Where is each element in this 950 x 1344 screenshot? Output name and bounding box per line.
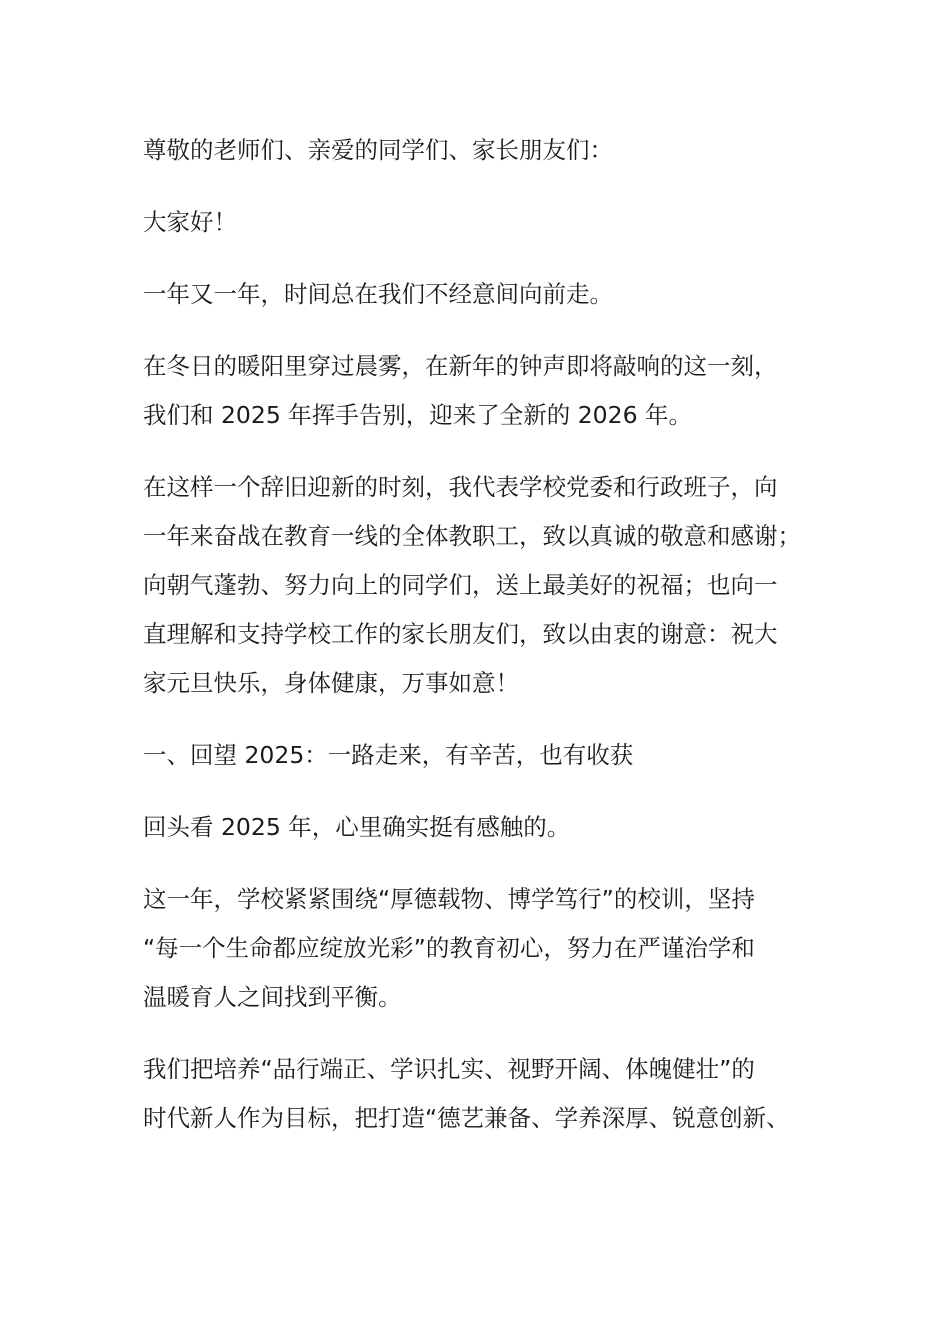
text-line: 一年又一年，时间总在我们不经意间向前走。 (143, 280, 613, 308)
speech-body (143, 126, 833, 1166)
body-paragraph (143, 803, 833, 852)
text-line: 大家好！ (143, 208, 237, 236)
text-line: 回头看 2025 年，心里确实挺有感触的。 (143, 813, 571, 841)
text-line: 我们和 2025 年挥手告别，迎来了全新的 2026 年。 (143, 401, 692, 429)
body-paragraph (143, 463, 833, 708)
text-line: “每一个生命都应绽放光彩”的教育初心，努力在严谨治学和 (143, 934, 755, 962)
body-paragraph (143, 270, 833, 319)
text-line: 一、回望 2025：一路走来，有辛苦，也有收获 (143, 741, 634, 769)
text-line: 直理解和支持学校工作的家长朋友们，致以由衷的谢意：祝大 (143, 620, 778, 648)
body-paragraph (143, 1045, 833, 1143)
text-line: 这一年，学校紧紧围绕“厚德载物、博学笃行”的校训，坚持 (143, 885, 755, 913)
text-line: 时代新人作为目标，把打造“德艺兼备、学养深厚、锐意创新、 (143, 1104, 790, 1132)
body-paragraph (143, 342, 833, 440)
salutation-paragraph (143, 126, 833, 175)
text-line: 在这样一个辞旧迎新的时刻，我代表学校党委和行政班子，向 (143, 473, 778, 501)
section-heading (143, 731, 833, 780)
text-line: 一年来奋战在教育一线的全体教职工，致以真诚的敬意和感谢； (143, 522, 801, 550)
text-line: 尊敬的老师们、亲爱的同学们、家长朋友们： (143, 136, 613, 164)
text-line: 温暖育人之间找到平衡。 (143, 983, 402, 1011)
body-paragraph (143, 875, 833, 1022)
text-line: 在冬日的暖阳里穿过晨雾，在新年的钟声即将敲响的这一刻， (143, 352, 778, 380)
text-line: 家元旦快乐，身体健康，万事如意！ (143, 669, 519, 697)
text-line: 向朝气蓬勃、努力向上的同学们，送上最美好的祝福；也向一 (143, 571, 778, 599)
text-line: 我们把培养“品行端正、学识扎实、视野开阔、体魄健壮”的 (143, 1055, 755, 1083)
greeting-paragraph (143, 198, 833, 247)
